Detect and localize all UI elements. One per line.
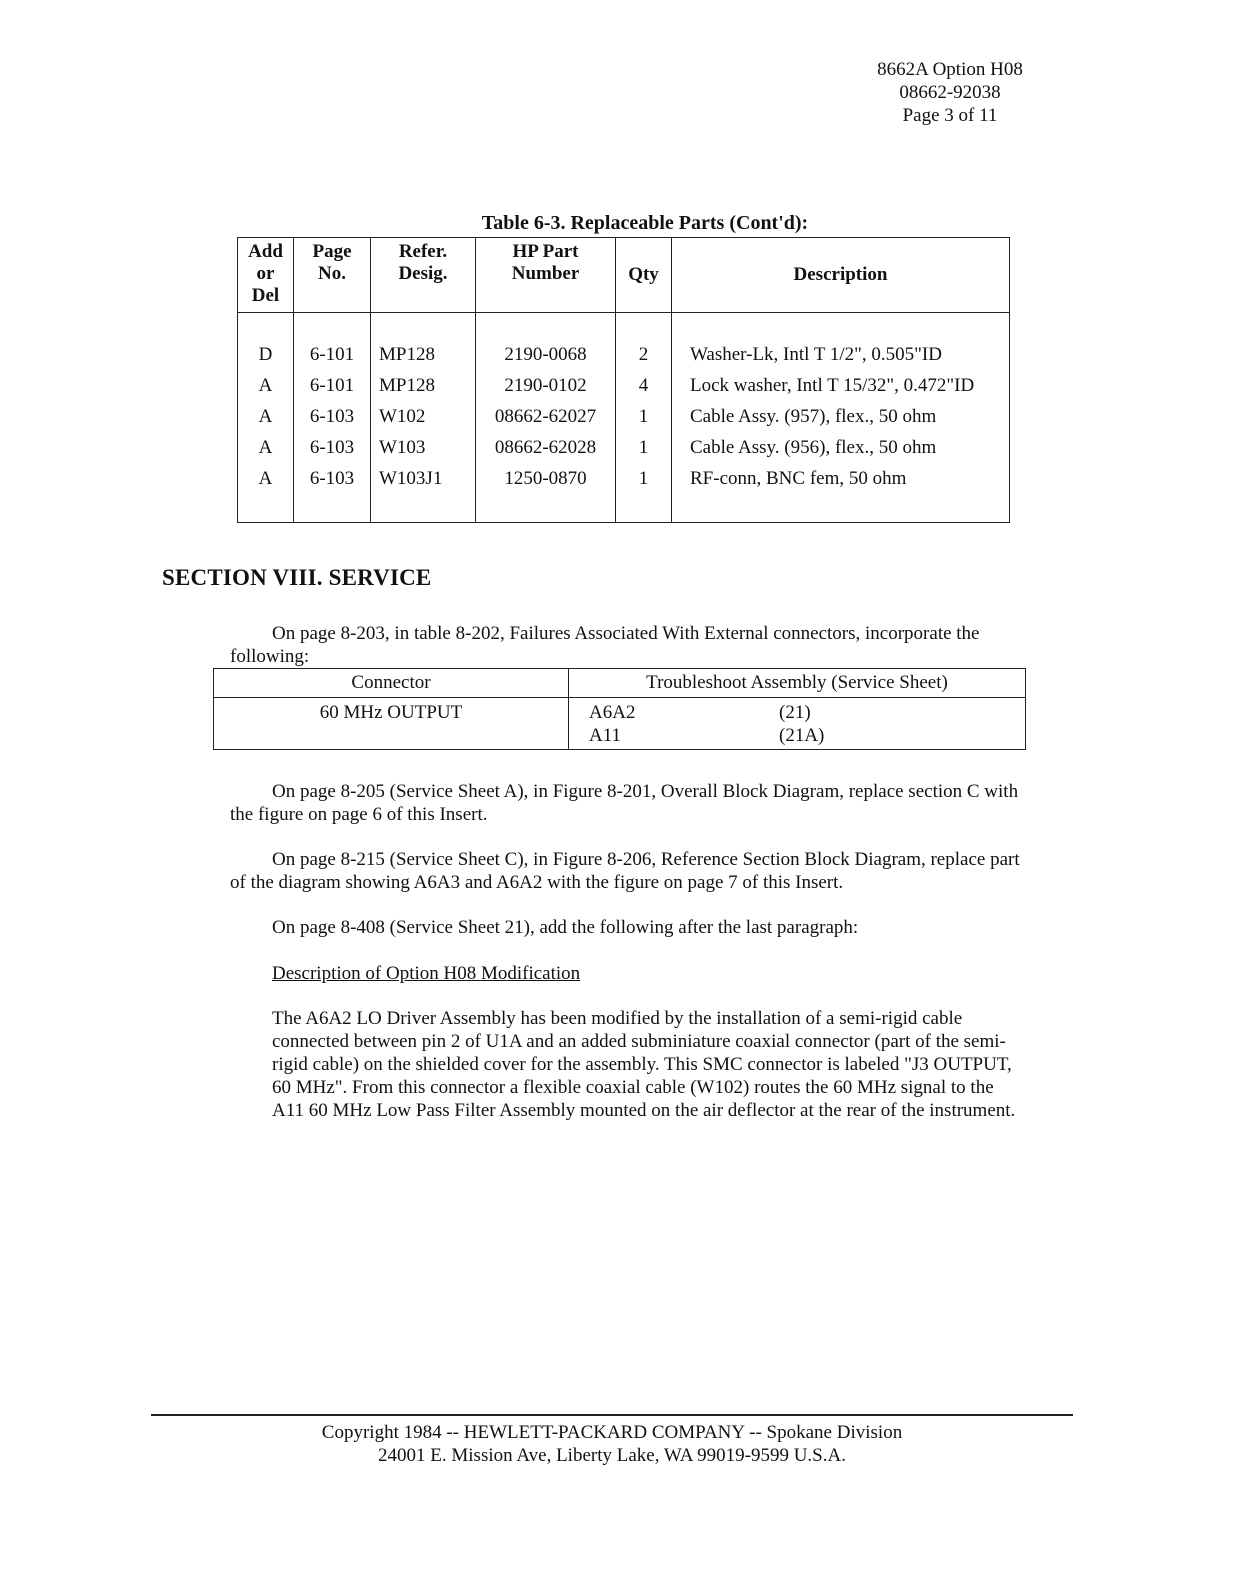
connector-table xyxy=(213,668,1026,750)
paragraph-modification-description: The A6A2 LO Driver Assembly has been modified by the installation of a semi-rigid cable connected between pin 2 of U1A and an added subminiature coaxial connector (part of the semi-rigid cable) on the shielded cover for the assembly. This SMC connector is labeled "J3 OUTPUT, 60 MHz". From this connector a flexible coaxial cable (W102) routes the 60 MHz signal to the A11 60 MHz Low Pass Filter Assembly mounted on the air deflector at the rear of the instrument. xyxy=(272,1008,1016,1121)
table-row xyxy=(214,698,1026,750)
connector-name: 60 MHz OUTPUT xyxy=(214,698,569,750)
model-label: 8662A Option H08 xyxy=(877,59,1023,80)
footer-divider xyxy=(151,1414,1073,1416)
section-title: SECTION VIII. SERVICE xyxy=(162,565,432,590)
paragraph-table-8-202: On page 8-203, in table 8-202, Failures Associated With External connectors, incorporate the following: xyxy=(230,623,980,667)
replaceable-parts-table xyxy=(237,237,1010,523)
col-page-no: Page No. xyxy=(294,238,371,313)
footer-address: 24001 E. Mission Ave, Liberty Lake, WA 99019-9599 U.S.A. xyxy=(378,1445,846,1466)
col-troubleshoot-assembly: Troubleshoot Assembly (Service Sheet) xyxy=(569,669,1026,698)
col-refer-desig: Refer. Desig. xyxy=(371,238,476,313)
col-hp-part-number: HP Part Number xyxy=(476,238,616,313)
col-connector: Connector xyxy=(214,669,569,698)
table-row: D 6-101 MP128 2190-0068 2 Washer-Lk, Intl T 1/2", 0.505"ID xyxy=(238,339,1010,370)
table-header-row xyxy=(238,238,1010,313)
table-row: A 6-103 W103 08662-62028 1 Cable Assy. (956), flex., 50 ohm xyxy=(238,432,1010,463)
page-number: Page 3 of 11 xyxy=(902,105,998,126)
table-row: A 6-103 W103J1 1250-0870 1 RF-conn, BNC fem, 50 ohm xyxy=(238,463,1010,494)
footer xyxy=(0,1421,1224,1467)
paragraph-figure-8-201: On page 8-205 (Service Sheet A), in Figure 8-201, Overall Block Diagram, replace section C with the figure on page 6 of this Insert. xyxy=(230,781,1019,825)
document-part-number: 08662-92038 xyxy=(899,82,1001,103)
assembly-cell: A6A2 (21) A11 (21A) xyxy=(569,698,1026,750)
table-row: A 6-101 MP128 2190-0102 4 Lock washer, Intl T 15/32", 0.472"ID xyxy=(238,370,1010,401)
col-description: Description xyxy=(672,238,1010,313)
col-add-del: Add or Del xyxy=(238,238,294,313)
col-qty: Qty xyxy=(616,238,672,313)
table-row: A 6-103 W102 08662-62027 1 Cable Assy. (957), flex., 50 ohm xyxy=(238,401,1010,432)
footer-copyright: Copyright 1984 -- HEWLETT-PACKARD COMPANY -- Spokane Division xyxy=(321,1422,903,1443)
paragraph-figure-8-206: On page 8-215 (Service Sheet C), in Figure 8-206, Reference Section Block Diagram, replace part of the diagram showing A6A3 and A6A2 with the figure on page 7 of this Insert. xyxy=(230,849,1020,893)
paragraph-service-sheet-21: On page 8-408 (Service Sheet 21), add the following after the last paragraph: xyxy=(272,917,859,938)
subheading-option-h08: Description of Option H08 Modification xyxy=(272,963,581,984)
table-header-row xyxy=(214,669,1026,698)
document-header xyxy=(840,58,1060,127)
table-caption: Table 6-3. Replaceable Parts (Cont'd): xyxy=(481,212,809,234)
